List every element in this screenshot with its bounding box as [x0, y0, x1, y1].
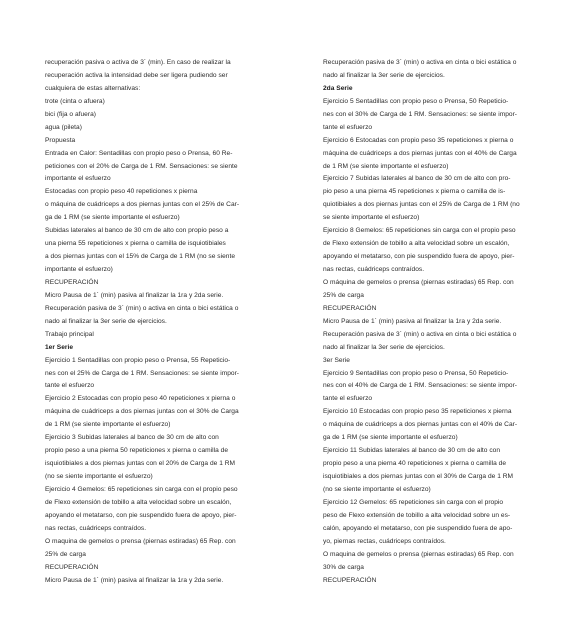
- text-line: de 1 RM (se siente importante el esfuerzo): [323, 162, 449, 170]
- text-line: apoyando el metatarso, con pie suspendido fuera de apoyo, pier-: [323, 253, 515, 261]
- text-line: o máquina de cuádriceps a dos piernas juntas con el 40% de Car-: [323, 421, 518, 429]
- text-line: de 1 RM (se siente importante el esfuerzo): [45, 421, 171, 429]
- text-line: Ejercicio 4 Gemelos: 65 repeticiones sin carga con el propio peso: [45, 485, 238, 493]
- text-line: ga de 1 RM (se siente importante el esfuerzo): [323, 434, 458, 442]
- text-line: Propuesta: [45, 136, 76, 144]
- text-line: Ejercicio 1 Sentadillas con propio peso o Prensa, 55 Repeticio-: [45, 356, 231, 364]
- text-line: nes con el 30% de Carga de 1 RM. Sensaciones: se siente impor-: [323, 110, 518, 118]
- text-line: 25% de carga: [323, 291, 364, 299]
- text-line: O máquina de gemelos o prensa (piernas estiradas) 65 Rep. con: [323, 278, 514, 286]
- left-text-column: [45, 57, 265, 587]
- text-line: agua (pileta): [45, 123, 82, 131]
- text-line: Recuperación pasiva de 3´ (min) o activa en cinta o bici estática o: [323, 59, 517, 66]
- text-line: Ejercicio 9 Sentadillas con propio peso o Prensa, 50 Repeticio-: [323, 369, 509, 377]
- text-line: Ejercicio 10 Estocadas con propio peso 35 repeticiones x pierna: [323, 408, 512, 416]
- text-line: tante el esfuerzo: [323, 123, 373, 131]
- text-line: se siente importante el esfuerzo): [323, 214, 420, 222]
- text-line: peticiones con el 20% de Carga de 1 RM. Sensaciones: se siente: [45, 162, 238, 170]
- text-line: de Flexo extensión de tobillo a alta velocidad sobre un escalón,: [45, 498, 232, 506]
- section-heading: 2da Serie: [323, 84, 353, 92]
- text-line: calón, apoyando el metatarso, con pie suspendido fuera de apo-: [323, 524, 513, 532]
- text-line: Trabajo principal: [45, 330, 94, 338]
- text-line: Ejercicio 3 Subidas laterales al banco de 30 cm de alto con: [45, 434, 219, 442]
- text-line: isquiotibiales a dos piernas juntas con el 20% de Carga de 1 RM: [45, 460, 236, 468]
- text-line: tante el esfuerzo: [323, 395, 373, 403]
- text-line: quiotibiales a dos piernas juntas con el 25% de Carga de 1 RM (no: [323, 201, 520, 209]
- text-line: importante el esfuerzo: [45, 175, 111, 183]
- text-line: O maquina de gemelos o prensa (piernas estiradas) 65 Rep. con: [323, 550, 514, 558]
- text-line: Ejercicio 11 Subidas laterales al banco de 30 cm de alto con: [323, 447, 501, 455]
- text-line: RECUPERACIÓN: [45, 563, 99, 571]
- text-line: O maquina de gemelos o prensa (piernas estiradas) 65 Rep. con: [45, 537, 236, 545]
- text-line: a dos piernas juntas con el 15% de Carga de 1 RM (no se siente: [45, 253, 236, 261]
- text-line: Ejercicio 8 Gemelos: 65 repeticiones sin carga con el propio peso: [323, 227, 516, 235]
- text-line: máquina de cuádriceps a dos piernas juntas con el 40% de Carga: [323, 149, 517, 157]
- text-line: Ejercicio 2 Estocadas con propio peso 40 repeticiones x pierna o: [45, 395, 236, 403]
- text-line: Ejercicio 5 Sentadillas con propio peso o Prensa, 50 Repeticio-: [323, 97, 509, 105]
- text-line: ga de 1 RM (se siente importante el esfuerzo): [45, 214, 180, 222]
- text-line: Estocadas con propio peso 40 repeticiones x pierna: [45, 188, 198, 196]
- text-line: recuperación pasiva o activa de 3´ (min). En caso de realizar la: [45, 59, 231, 66]
- text-line: apoyando el metatarso, con pie suspendido fuera de apoyo, pier-: [45, 511, 237, 519]
- text-line: propio peso a una pierna 50 repeticiones x pierna o camilla de: [45, 447, 229, 455]
- text-line: (no se siente importante el esfuerzo): [45, 473, 153, 480]
- text-line: Ejercicio 6 Estocadas con propio peso 35 repeticiones x pierna o: [323, 136, 514, 144]
- text-line: nes con el 25% de Carga de 1 RM. Sensaciones: se siente impor-: [45, 369, 240, 377]
- text-line: yo, piernas rectas, cuádriceps contraídos.: [323, 537, 446, 545]
- text-line: importante el esfuerzo): [45, 266, 113, 273]
- text-line: Recuperación pasiva de 3´ (min) o activa en cinta o bici estática o: [323, 330, 517, 338]
- text-line: RECUPERACIÓN: [45, 278, 99, 286]
- text-line: peso de Flexo extensión de tobillo a alta velocidad sobre un es-: [323, 511, 511, 519]
- text-line: nes con el 40% de Carga de 1 RM. Sensaciones: se siente impor-: [323, 382, 518, 390]
- text-line: cualquiera de estas alternativas:: [45, 84, 141, 92]
- text-line: 30% de carga: [323, 563, 364, 571]
- text-line: propio peso a una pierna 40 repeticiones x pierna o camilla de: [323, 460, 507, 468]
- text-line: una pierna 55 repeticiones x pierna o camilla de isquiotibiales: [45, 240, 226, 248]
- text-line: Micro Pausa de 1´ (min) pasiva al finalizar la 1ra y 2da serie.: [45, 576, 224, 584]
- text-line: Ejercicio 12 Gemelos: 65 repeticiones sin carga con el propio: [323, 498, 504, 506]
- text-line: nado al finalizar la 3er serie de ejercicios.: [45, 317, 167, 325]
- text-line: o máquina de cuádriceps a dos piernas juntas con el 25% de Car-: [45, 201, 240, 209]
- text-line: RECUPERACIÓN: [323, 304, 377, 312]
- text-line: nas rectas, cuádriceps contraídos.: [45, 524, 147, 532]
- text-line: Micro Pausa de 1´ (min) pasiva al finalizar la 1ra y 2da serie.: [45, 291, 224, 299]
- text-line: 3er Serie: [323, 356, 350, 364]
- text-line: isquiotibiales a dos piernas juntas con el 30% de Carga de 1 RM: [323, 473, 514, 480]
- text-line: recuperación activa la intensidad debe ser ligera pudiendo ser: [45, 71, 228, 79]
- text-line: (no se siente importante el esfuerzo): [323, 485, 431, 493]
- text-line: nado al finalizar la 3er serie de ejercicios.: [323, 343, 445, 351]
- text-line: máquina de cuádriceps a dos piernas juntas con el 30% de Carga: [45, 408, 239, 416]
- text-line: bici (fija o afuera): [45, 110, 96, 118]
- text-line: pio peso a una pierna 45 repeticiones x pierna o camilla de is-: [323, 188, 506, 196]
- text-line: de Flexo extensión de tobillo a alta velocidad sobre un escalón,: [323, 240, 510, 248]
- section-heading: 1er Serie: [45, 343, 74, 351]
- text-line: nas rectas, cuádriceps contraídos.: [323, 266, 425, 273]
- text-line: trote (cinta o afuera): [45, 97, 105, 105]
- text-line: Subidas laterales al banco de 30 cm de alto con propio peso a: [45, 227, 229, 235]
- text-line: RECUPERACIÓN: [323, 576, 377, 584]
- text-line: nado al finalizar la 3er serie de ejercicios.: [323, 71, 445, 79]
- text-line: Entrada en Calor: Sentadillas con propio peso o Prensa, 60 Re-: [45, 149, 233, 157]
- text-line: Recuperación pasiva de 3´ (min) o activa en cinta o bici estática o: [45, 304, 239, 312]
- right-text-column: [323, 57, 543, 587]
- text-line: Ejercicio 7 Subidas laterales al banco de 30 cm de alto con pro-: [323, 175, 511, 183]
- text-line: 25% de carga: [45, 550, 86, 558]
- text-line: tante el esfuerzo: [45, 382, 95, 390]
- text-line: Micro Pausa de 1´ (min) pasiva al finalizar la 1ra y 2da serie.: [323, 317, 502, 325]
